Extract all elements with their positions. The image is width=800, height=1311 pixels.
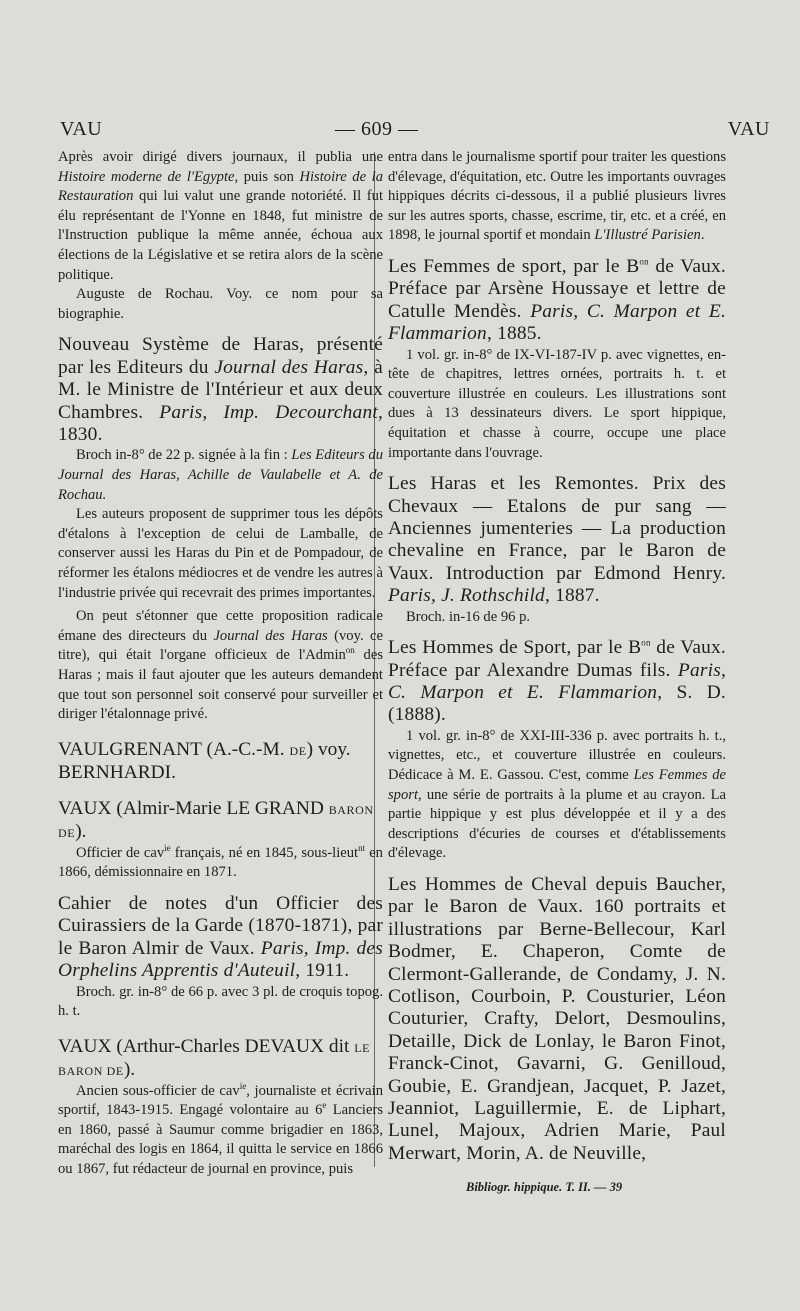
entry-title: Les Haras et les Remontes. Prix des Chevaux — Etalons de pur sang — Anciennes jumenteries — La production chevaline en France, par le Baron de Vaux. Introduction par Edmond Henry. Paris, J. Rothschild, 1887. [388,473,726,607]
signature-footer: Bibliogr. hippique. T. II. — 39 [466,1180,623,1194]
running-header [60,118,770,148]
author-heading: VAUX (Arthur-Charles DEVAUX dit LE BARON DE). [58,1035,371,1080]
right-column [388,148,726,1165]
bio-paragraph: Après avoir dirigé divers journaux, il publia une Histoire moderne de l'Egypte, puis son Histoire de la Restauration qui lui valut une grande notoriété. Il fut élu représentant de l'Yonne en 1848, fut ministre de l'Instruction publique la même année, échoua aux élections de la Législative et se retira alors de la scène politique. [58,149,383,283]
header-right: VAU [727,118,770,140]
author-heading: VAULGRENANT (A.-C.-M. DE) voy. BERNHARDI. [58,738,351,783]
entry-description: Broch in-8° de 22 p. signée à la fin : Les Editeurs du Journal des Haras, Achille de Vaulabelle et A. de Rochau. [58,447,383,503]
entry-description: Broch. in-16 de 96 p. [406,608,531,625]
entry-commentary: Les auteurs proposent de supprimer tous les dépôts d'étalons à l'exception de celui de Lamballe, de conserver aussi les Haras du Pin et de Pompadour, de réformer les étalons médiocres et de vendre les autres à l'industrie privée qui recevrait des primes importantes. [58,506,383,601]
bio-paragraph: entra dans le journalisme sportif pour traiter les questions d'élevage, d'équitation, etc. Outre les importants ouvrages hippiques décrits ci-dessous, il a publié plusieurs livres sur les autres sports, chasse, escrime, tir, etc. et a créé, en 1898, le journal sportif et mondain L'Illustré Parisien. [388,149,726,244]
entry-title: Les Hommes de Cheval depuis Baucher, par le Baron de Vaux. 160 portraits et illustrations par Berne-Bellecour, Karl Bodmer, E. Chaperon, Comte de Clermont-Gallerande, de Condamy, J. N. Cotlison, Courboin, P. Cousturier, Léon Couturier, Crafty, Delort, Desmoulins, Detaille, Dick de Lonlay, le Baron Finot, Franck-Cinot, Gavarni, G. Genilloud, Goubie, E. Grandjean, Jacquet, P. Jazet, Jeanniot, Laguillermie, E. de Liphart, Lunel, Majoux, Adrien Marie, Paul Merwart, Morin, A. de Neuville, [388,873,726,1164]
page-number: — 609 — [335,118,419,140]
entry-title: Cahier de notes d'un Officier des Cuirassiers de la Garde (1870-1871), par le Baron Almir de Vaux. Paris, Imp. des Orphelins Apprentis d'Auteuil, 1911. [58,892,383,982]
entry-description: 1 vol. gr. in-8° de XXI-III-336 p. avec portraits h. t., vignettes, etc., et couverture illustrée en couleurs. Dédicace à M. E. Gassou. C'est, comme Les Femmes de sport, une série de portraits à la plume et au crayon. La partie hippique y est plus développée et il y a des descriptions d'écuries de courses et d'établissements d'élevage. [388,727,726,862]
bio-paragraph: Officier de cav$^{ie}$ français, né en 1845, sous-lieut$^{nt}$ en 1866, démissionnaire en 1871. [58,842,383,881]
entry-description: 1 vol. gr. in-8° de IX-VI-187-IV p. avec vignettes, en-tête de chapitres, lettres ornées, portraits h. t. et couverture illustrée en couleurs. Les illustrations sont dues à 13 dessinateurs divers. Le sport hippique, équitation et chasse à courre, occupe une place importante dans l'ouvrage. [388,346,726,461]
entry-description: Broch. gr. in-8° de 66 p. avec 3 pl. de croquis topog. h. t. [58,983,383,1020]
entry-title: Les Femmes de sport, par le $B^{on}$ de Vaux. Préface par Arsène Houssaye et lettre de Catulle Mendès. Paris, C. Marpon et E. Flammarion, 1885. [388,255,727,345]
cross-reference: Auguste de Rochau. Voy. ce nom pour sa biographie. [58,286,383,322]
header-left: VAU [60,118,103,140]
left-column [58,148,383,1180]
author-heading: VAUX (Almir-Marie LE GRAND BARON DE). [58,797,374,842]
entry-title: Nouveau Système de Haras, présenté par les Editeurs du Journal des Haras, à M. le Ministre de l'Intérieur et aux deux Chambres. Paris, Imp. Decourchant, 1830. [58,334,383,445]
entry-title: Les Hommes de Sport, par le $B^{on}$ de Vaux. Préface par Alexandre Dumas fils. Paris, C. Marpon et E. Flammarion, S. D. (1888). [388,637,726,726]
bio-paragraph: Ancien sous-officier de cav$^{ie}$, journaliste et écrivain sportif, 1843-1915. Engagé volontaire au 6e Lanciers en 1860, passé à Saumur comme brigadier en 1863, maréchal des logis en 1864, il quitta le service en 1866 ou 1867, fut rédacteur de journal en province, puis [58,1080,383,1178]
entry-commentary: On peut s'étonner que cette proposition radicale émane des directeurs du Journal des Haras (voy. ce titre), qui était l'organe officieux de l'Admin$^{on}$ des Haras ; mais il faut ajouter que les auteurs demandent que tout son personnel soit conservé pour surveiller et diriger l'étalonnage privé. [58,608,383,723]
